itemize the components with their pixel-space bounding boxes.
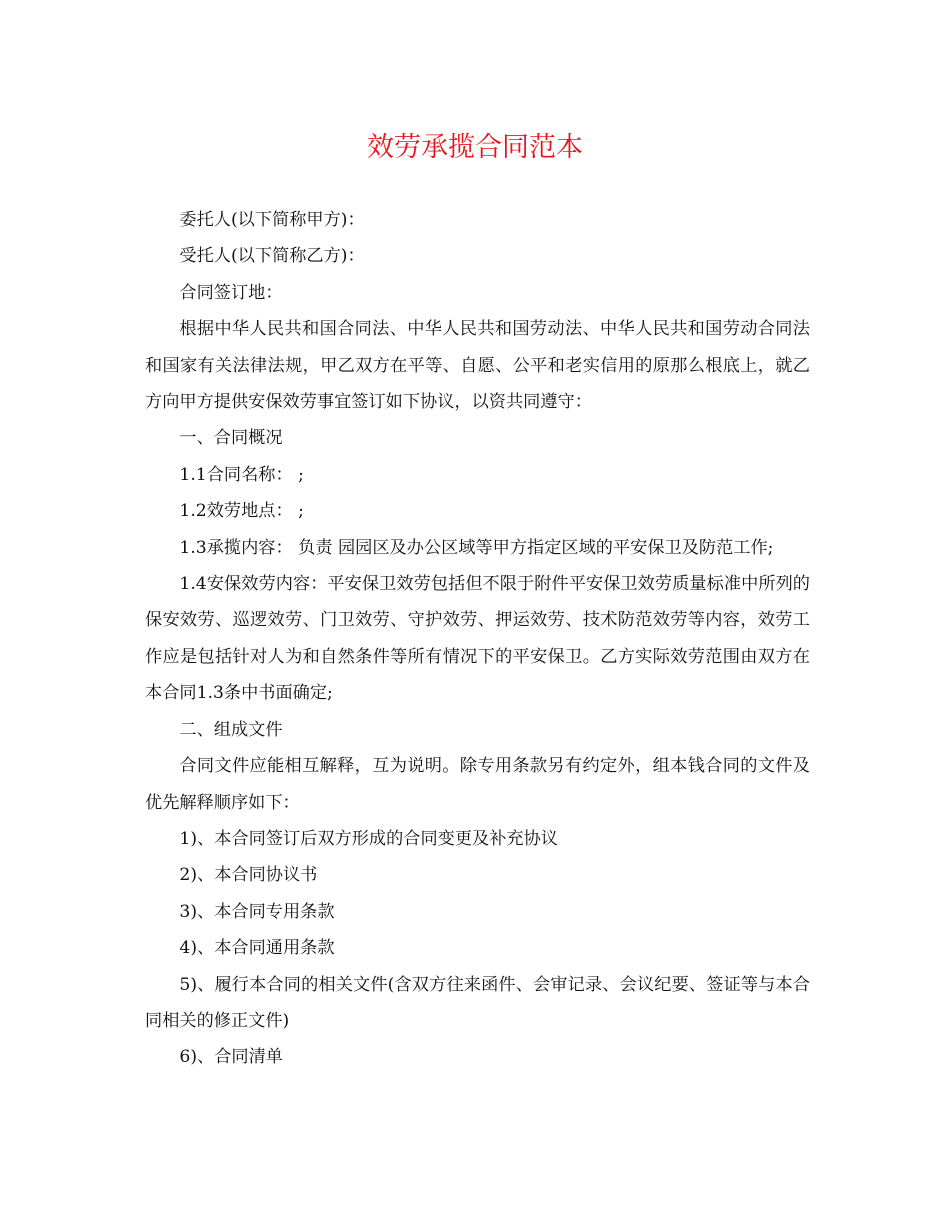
paragraph-entrusting-party: 委托人(以下简称甲方)： — [179, 210, 365, 230]
paragraph-entrusted-party: 受托人(以下简称乙方)： — [179, 246, 365, 267]
section-heading-documents: 二、组成文件 — [179, 719, 283, 740]
list-item-1: 1)、本合同签订后双方形成的合同变更及补充协议 — [179, 828, 558, 849]
clause-1-4: 1.4安保效劳内容：平安保卫效劳包括但不限于附件平安保卫效劳质量标准中所列的保安效劳、巡逻效劳、门卫效劳、守护效劳、押运效劳、技术防范效劳等内容，效劳工作应是包括针对人为和自然条件等所有情况下的平安保卫。乙方实际效劳范围由双方在本合同1.3条中书面确定; — [145, 574, 810, 704]
list-item-5: 5)、履行本合同的相关文件(含双方往来函件、会审记录、会议纪要、签证等与本合同相关的修正文件) — [145, 974, 810, 1031]
clause-1-1: 1.1合同名称： ; — [179, 464, 304, 485]
list-item-2: 2)、本合同协议书 — [179, 865, 318, 886]
paragraph-signing-place: 合同签订地： — [179, 282, 283, 303]
section-heading-overview: 一、合同概况 — [179, 428, 283, 449]
list-item-6: 6)、合同清单 — [179, 1047, 283, 1068]
paragraph-preamble: 根据中华人民共和国合同法、中华人民共和国劳动法、中华人民共和国劳动合同法和国家有关法律法规，甲乙双方在平等、自愿、公平和老实信用的原那么根底上，就乙方向甲方提供安保效劳事宜签订如下协议，以资共同遵守： — [145, 319, 810, 413]
document-title: 效劳承揽合同范本 — [367, 132, 583, 163]
clause-1-3: 1.3承揽内容： 负责 园园区及办公区域等甲方指定区域的平安保卫及防范工作; — [179, 537, 774, 558]
paragraph-documents-intro: 合同文件应能相互解释，互为说明。除专用条款另有约定外，组本钱合同的文件及优先解释顺序如下： — [145, 756, 810, 813]
list-item-3: 3)、本合同专用条款 — [179, 901, 335, 922]
document-body — [145, 202, 810, 1076]
clause-1-2: 1.2效劳地点： ; — [179, 501, 304, 522]
list-item-4: 4)、本合同通用条款 — [179, 938, 335, 959]
